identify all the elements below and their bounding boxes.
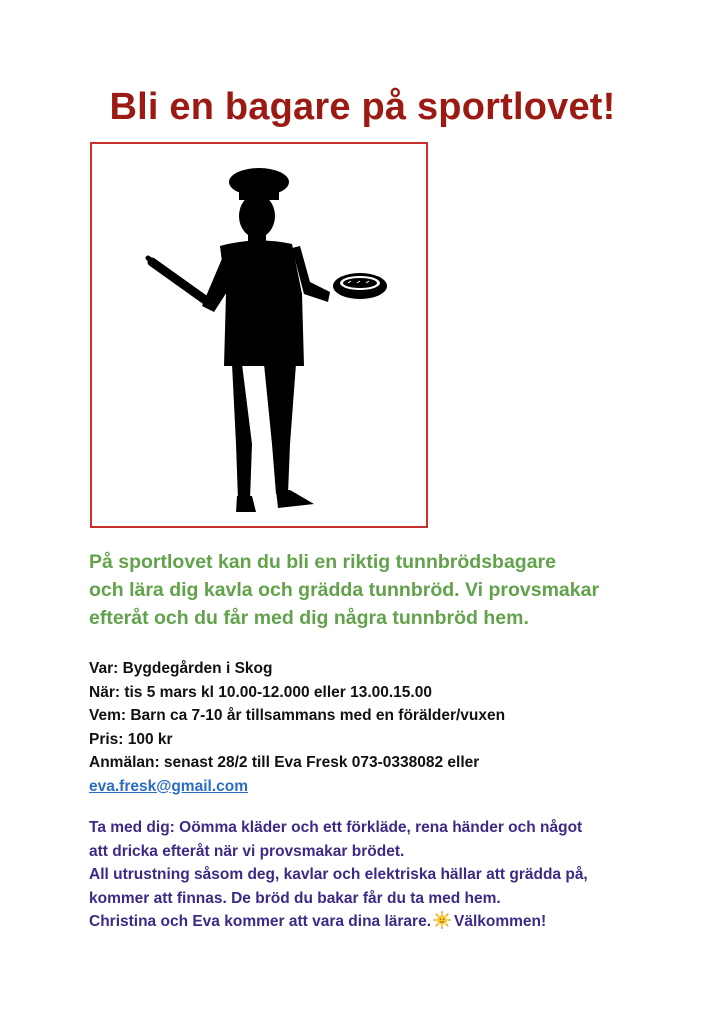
welcome-text: Välkommen! [454,913,547,930]
bring-closing-line [89,910,709,937]
email-link[interactable]: eva.fresk@gmail.com [89,777,248,795]
teachers-text: Christina och Eva kommer att vara dina lärare. [89,913,431,930]
bring-line: Ta med dig: Oömma kläder och ett förkläde, rena händer och något [89,819,583,836]
intro-line: efteråt och du får med dig några tunnbröd hem. [89,607,529,629]
detail-location: Var: Bygdegården i Skog [89,660,273,677]
detail-time: När: tis 5 mars kl 10.00-12.000 eller 13.00.15.00 [89,683,432,701]
bring-line: att dricka efteråt när vi provsmakar brödet. [89,842,405,860]
bring-line: All utrustning såsom deg, kavlar och elektriska hällar att grädda på, [89,866,588,883]
detail-audience: Vem: Barn ca 7-10 år tillsammans med en förälder/vuxen [89,707,506,724]
intro-paragraph [89,548,689,632]
baker-image-frame [90,142,428,528]
bring-line: kommer att finnas. De bröd du bakar får du ta med hem. [89,889,501,907]
intro-line: På sportlovet kan du bli en riktig tunnbrödsbagare [89,551,556,573]
baker-silhouette-icon [92,144,426,526]
detail-registration: Anmälan: senast 28/2 till Eva Fresk 073-0338082 eller [89,754,480,771]
event-details [89,657,689,798]
poster-title: Bli en bagare på sportlovet! [109,86,616,128]
bring-paragraph [89,816,709,937]
sun-emoji-icon [433,911,451,937]
detail-price: Pris: 100 kr [89,730,173,748]
intro-line: och lära dig kavla och grädda tunnbröd. Vi provsmakar [89,579,600,601]
